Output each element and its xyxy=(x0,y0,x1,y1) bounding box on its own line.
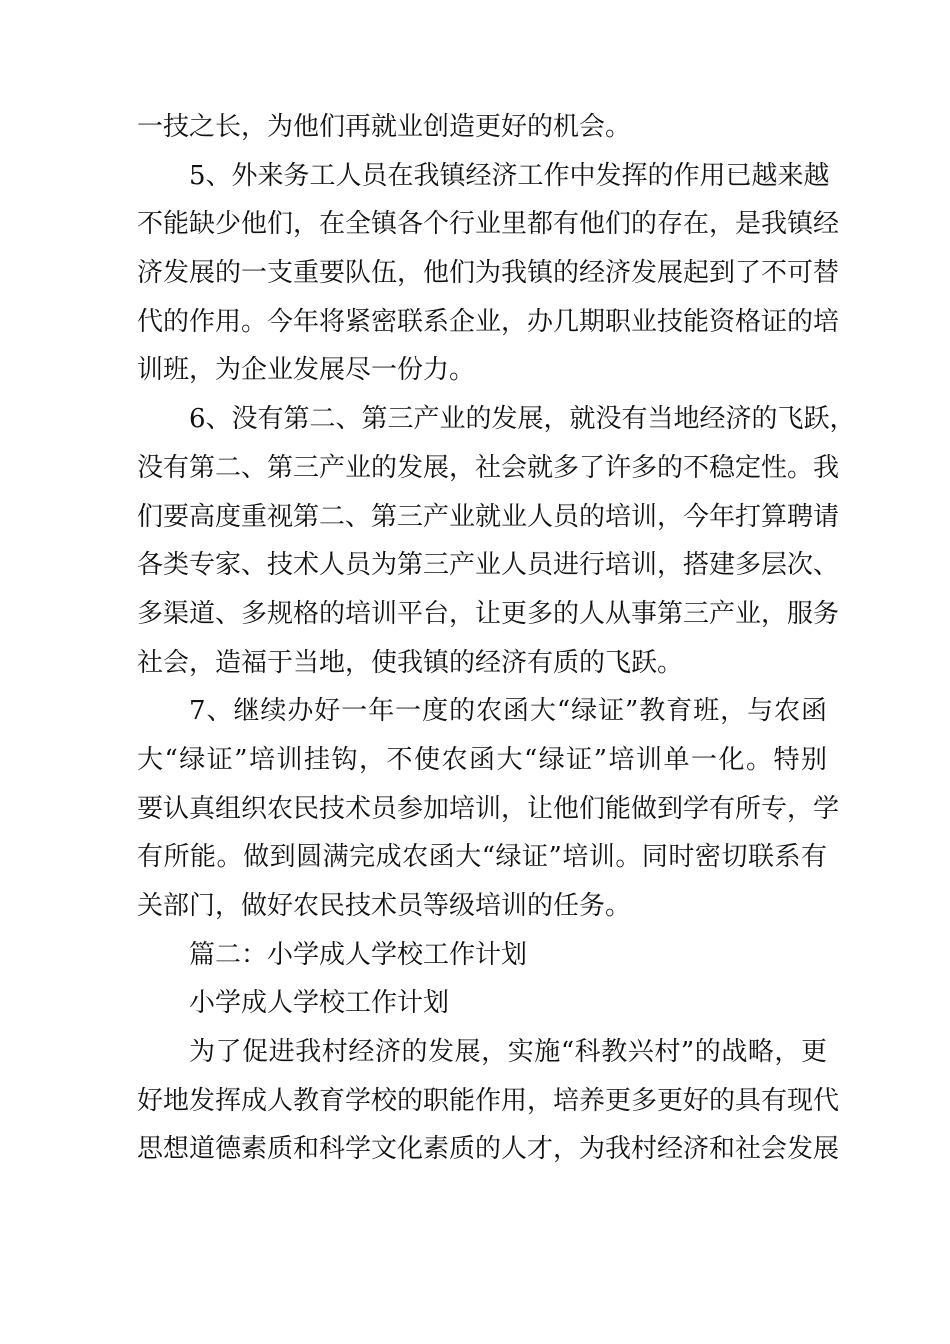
text-line: 训班，为企业发展尽一份力。 xyxy=(137,355,476,386)
text-line: 为了促进我村经济的发展，实施“科教兴村”的战略，更 xyxy=(189,1037,827,1068)
text-line: 们要高度重视第二、第三产业就业人员的培训，今年打算聘请 xyxy=(137,501,840,532)
text-line: 各类专家、技术人员为第三产业人员进行培训，搭建多层次、 xyxy=(137,550,840,581)
text-line: 篇二：小学成人学校工作计划 xyxy=(189,939,528,970)
text-line: 代的作用。今年将紧密联系企业，办几期职业技能资格证的培 xyxy=(137,306,840,337)
text-line: 不能缺少他们，在全镇各个行业里都有他们的存在，是我镇经 xyxy=(137,209,840,240)
document-page xyxy=(137,103,856,1174)
text-line: 小学成人学校工作计划 xyxy=(189,988,450,1019)
text-line: 思想道德素质和科学文化素质的人才，为我村经济和社会发展 xyxy=(137,1134,840,1165)
text-line: 没有第二、第三产业的发展，社会就多了许多的不稳定性。我 xyxy=(137,452,840,483)
text-line: 关部门，做好农民技术员等级培训的任务。 xyxy=(137,891,632,921)
text-line: 6、没有第二、第三产业的发展，就没有当地经济的飞跃， xyxy=(189,404,856,435)
text-line: 多渠道、多规格的培训平台，让更多的人从事第三产业，服务 xyxy=(137,598,840,629)
text-line: 一技之长，为他们再就业创造更好的机会。 xyxy=(137,112,632,142)
text-line: 要认真组织农民技术员参加培训，让他们能做到学有所专，学 xyxy=(137,793,840,824)
text-line: 好地发挥成人教育学校的职能作用，培养更多更好的具有现代 xyxy=(137,1085,840,1116)
text-line: 济发展的一支重要队伍，他们为我镇的经济发展起到了不可替 xyxy=(137,258,840,289)
text-line: 社会，造福于当地，使我镇的经济有质的飞跃。 xyxy=(137,647,684,678)
text-line: 7、继续办好一年一度的农函大“绿证”教育班，与农函 xyxy=(189,696,827,727)
text-line: 5、外来务工人员在我镇经济工作中发挥的作用已越来越 xyxy=(189,160,830,191)
text-line: 有所能。做到圆满完成农函大“绿证”培训。同时密切联系有 xyxy=(137,842,827,873)
text-line: 大“绿证”培训挂钩，不使农函大“绿证”培训单一化。特别 xyxy=(137,744,827,775)
